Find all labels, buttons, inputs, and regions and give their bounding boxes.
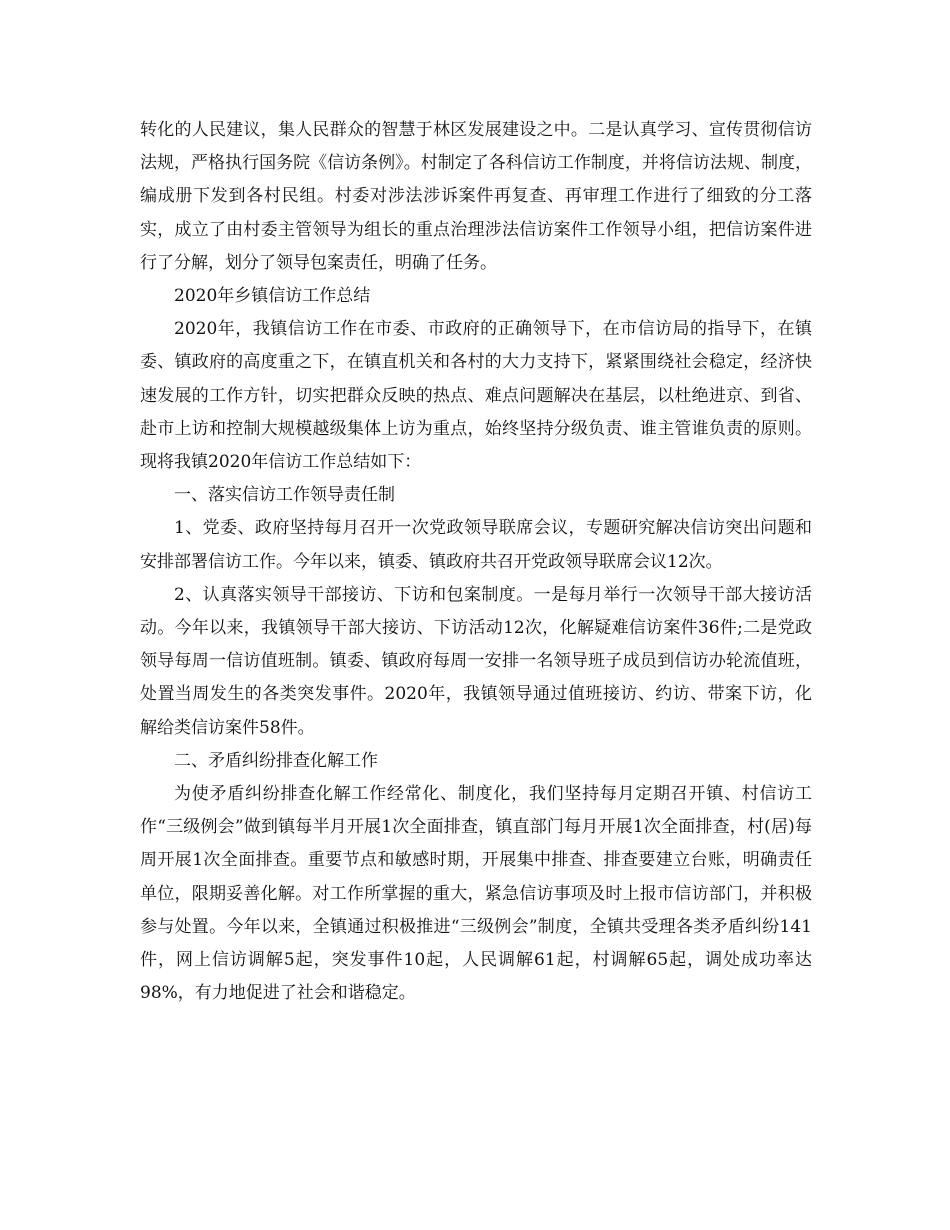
paragraph-6: 2、认真落实领导干部接访、下访和包案制度。一是每月举行一次领导干部大接访活动。今年以来，我镇领导干部大接访、下访活动12次，化解疑难信访案件36件;二是党政领导每周一信访值班制。镇委、镇政府每周一安排一名领导班子成员到信访办轮流值班，处置当周发生的各类突发事件。2020年，我镇领导通过值班接访、约访、带案下访，化解给类信访案件58件。 <box>140 584 812 738</box>
paragraph-7-heading: 二、矛盾纠纷排查化解工作 <box>174 750 378 771</box>
paragraph-5: 1、党委、政府坚持每月召开一次党政领导联席会议，专题研究解决信访突出问题和安排部署信访工作。今年以来，镇委、镇政府共召开党政领导联席会议12次。 <box>140 518 812 572</box>
paragraph-8: 为使矛盾纠纷排查化解工作经常化、制度化，我们坚持每月定期召开镇、村信访工作“三级例会”做到镇每半月开展1次全面排查，镇直部门每月开展1次全面排查，村(居)每周开展1次全面排查。重要节点和敏感时期，开展集中排查、排查要建立台账，明确责任单位，限期妥善化解。对工作所掌握的重大，紧急信访事项及时上报市信访部门，并积极参与处置。今年以来，全镇通过积极推进“三级例会”制度，全镇共受理各类矛盾纠纷141件，网上信访调解5起，突发事件10起，人民调解61起，村调解65起，调处成功率达98%，有力地促进了社会和谐稳定。 <box>140 784 812 1004</box>
document-body <box>140 114 812 1010</box>
paragraph-1: 转化的人民建议，集人民群众的智慧于林区发展建设之中。二是认真学习、宣传贯彻信访法规，严格执行国务院《信访条例》。村制定了各科信访工作制度，并将信访法规、制度，编成册下发到各村民组。村委对涉法涉诉案件再复查、再审理工作进行了细致的分工落实，成立了由村委主管领导为组长的重点治理涉法信访案件工作领导小组，把信访案件进行了分解，划分了领导包案责任，明确了任务。 <box>140 120 812 273</box>
paragraph-3: 2020年，我镇信访工作在市委、市政府的正确领导下，在市信访局的指导下，在镇委、镇政府的高度重之下，在镇直机关和各村的大力支持下，紧紧围绕社会稳定，经济快速发展的工作方针，切实把群众反映的热点、难点问题解决在基层，以杜绝进京、到省、赴市上访和控制大规模越级集体上访为重点，始终坚持分级负责、谁主管谁负责的原则。现将我镇2020年信访工作总结如下： <box>140 319 812 473</box>
paragraph-4-heading: 一、落实信访工作领导责任制 <box>174 485 395 506</box>
paragraph-2-heading: 2020年乡镇信访工作总结 <box>174 286 371 307</box>
